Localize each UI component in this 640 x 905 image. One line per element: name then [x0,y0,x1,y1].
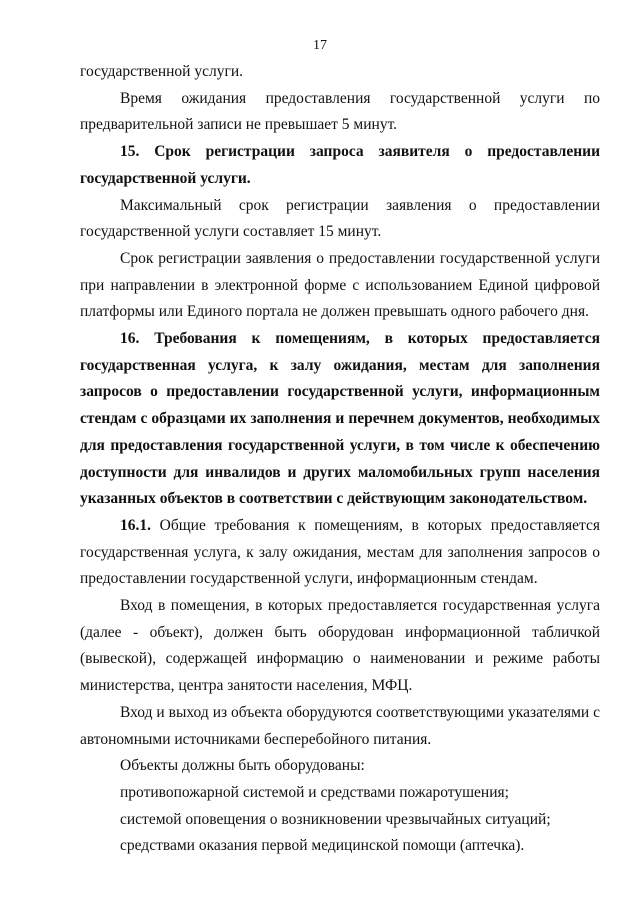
paragraph-equipment-intro: Объекты должны быть оборудованы: [120,757,365,775]
list-item-first-aid: средствами оказания первой медицинской помощи (аптечка). [120,837,525,855]
paragraph-16-1 [80,513,600,593]
paragraph-continuation: государственной услуги. [80,63,243,80]
page-number: 17 [313,38,327,53]
section-heading-16: 16. Требования к помещениям, в которых предоставляется государственная услуга, к залу ожидания, местам для заполнения запросов о предоставлении государственной услуги, информационным стендам с образцами их заполнения и перечнем документов, необходимых для предоставления государственной услуги, в том числе к обеспечению доступности для инвалидов и других маломобильных групп населения указанных объектов в соответствии с действующим законодательством. [80,330,600,508]
paragraph-waiting-time: Время ожидания предоставления государственной услуги по предварительной записи не превышает 5 минут. [80,89,600,134]
list-item-alert: системой оповещения о возникновении чрезвычайных ситуаций; [120,810,551,828]
subsection-number: 16.1. [120,516,151,534]
paragraph-entrance-sign: Вход в помещения, в которых предоставляется государственная услуга (далее - объект), должен быть оборудован информационной табличкой (вывеской), содержащей информацию о наименовании и режиме работы министерства, центра занятости населения, МФЦ. [80,597,600,695]
list-item-fire: противопожарной системой и средствами пожаротушения; [120,783,509,801]
document-body [80,59,600,860]
paragraph-electronic-registration: Срок регистрации заявления о предоставлении государственной услуги при направлении в электронной форме с использованием Единой цифровой платформы или Единого портала не должен превышать одного рабочего дня. [80,249,600,321]
paragraph-16-1-text: Общие требования к помещениям, в которых предоставляется государственная услуга, к залу ожидания, местам для заполнения запросов о предоставлении государственной услуги, информационным стендам. [80,516,600,588]
section-heading-15: 15. Срок регистрации запроса заявителя о предоставлении государственной услуги. [80,143,600,187]
paragraph-entrance-exit: Вход и выход из объекта оборудуются соответствующими указателями с автономными источниками бесперебойного питания. [80,703,600,748]
paragraph-max-registration: Максимальный срок регистрации заявления о предоставлении государственной услуги составляет 15 минут. [80,196,600,241]
